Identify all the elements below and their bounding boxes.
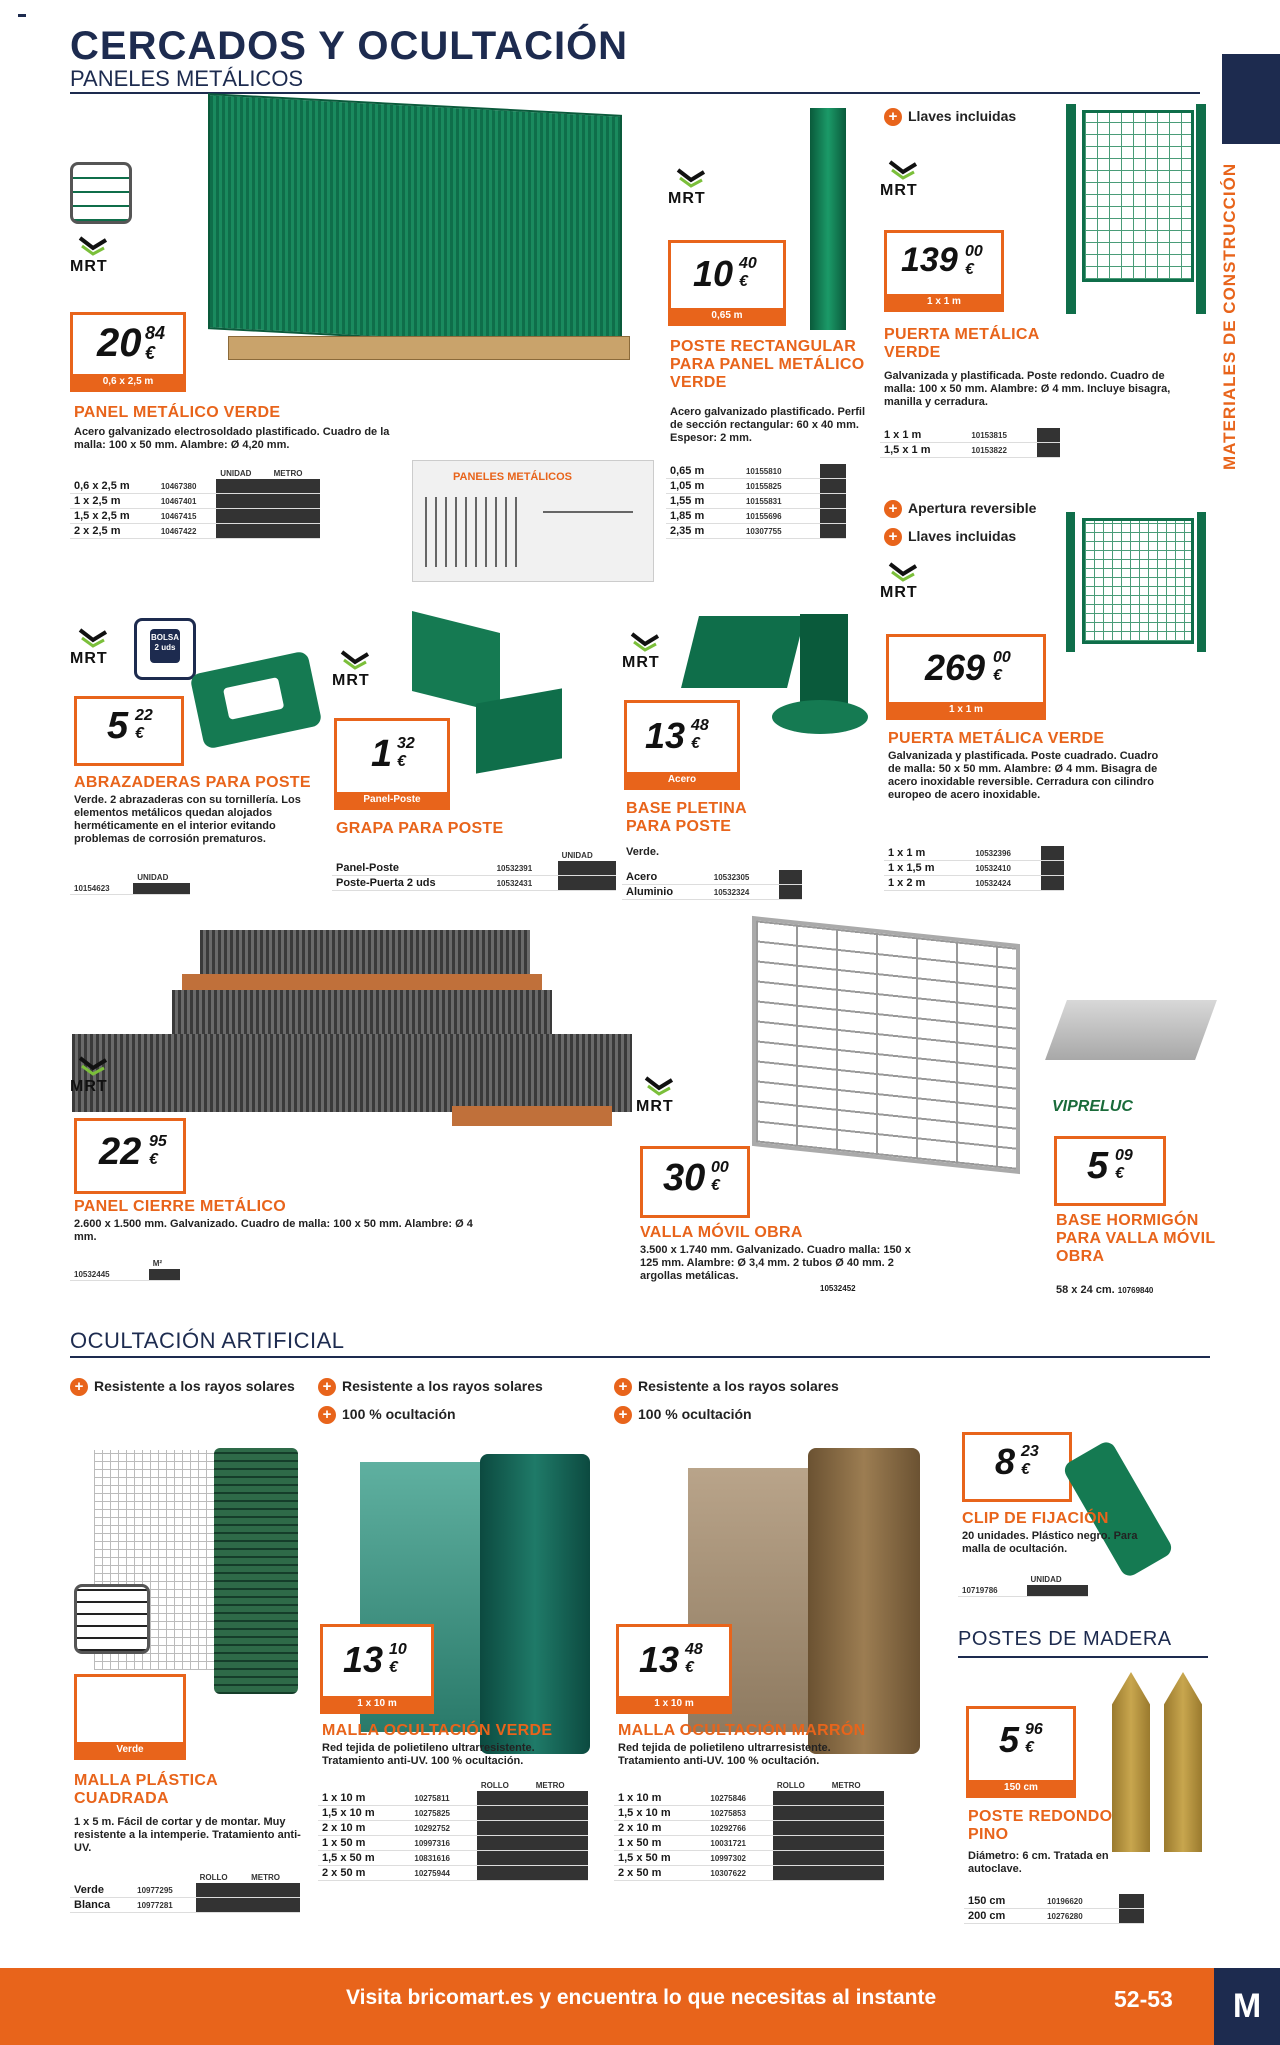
product-title: POSTE REDONDO PINO xyxy=(968,1808,1113,1843)
price-malla-marron: 13 48 € 1 x 10 m xyxy=(616,1624,732,1714)
table-row: 10532445 xyxy=(70,1269,180,1281)
section-title: OCULTACIÓN ARTIFICIAL xyxy=(70,1328,345,1353)
product-title: MALLA OCULTACIÓN MARRÓN xyxy=(618,1722,866,1739)
gate-image xyxy=(1066,512,1206,652)
price-panel-verde xyxy=(70,312,186,392)
product-desc: Galvanizada y plastificada. Poste cuadrado. Cuadro de malla: 50 x 50 mm. Alambre: Ø 4 mm. Bisagra de acero inoxidable reversible. Cerradura con cilindro europeo de acero inoxidable. xyxy=(888,750,1159,801)
mrt-mark-icon xyxy=(78,628,108,648)
price-table-panel-cierre: M² 10532445 xyxy=(70,1258,180,1281)
mrt-mark-icon xyxy=(676,168,706,188)
mrt-mark-icon xyxy=(78,236,108,256)
mesh-swatch-icon xyxy=(74,1584,150,1654)
feature-100: + 100 % ocultación xyxy=(318,1406,456,1424)
price-malla-plastica: Verde xyxy=(74,1674,186,1760)
grapa-image xyxy=(412,611,500,713)
plus-icon: + xyxy=(318,1378,336,1396)
price-int: 20 xyxy=(97,321,142,365)
diagram-fixings xyxy=(543,511,633,553)
green-post-image xyxy=(810,108,846,330)
table-row: 1 x 1,5 m 10532410 xyxy=(884,861,1064,876)
valla-movil-image xyxy=(752,916,1020,1174)
product-desc: 20 unidades. Plástico negro. Para malla de ocultación. xyxy=(962,1530,1138,1555)
diagram-fence xyxy=(425,497,525,567)
table-row: 2 x 50 m 10307622 xyxy=(614,1866,884,1881)
product-desc: Red tejida de polietileno ultrarresistente. Tratamiento anti-UV. 100 % ocultación. xyxy=(322,1742,535,1767)
feature-100: + 100 % ocultación xyxy=(614,1406,752,1424)
table-row: 1,5 x 10 m 10275853 xyxy=(614,1806,884,1821)
price-dec: 84 xyxy=(145,323,166,343)
feature-llaves: + Llaves incluidas xyxy=(884,108,1016,126)
feature-uv: + Resistente a los rayos solares xyxy=(70,1378,295,1396)
table-row: Verde 10977295 xyxy=(70,1883,300,1898)
table-row: 10719786 xyxy=(958,1585,1088,1597)
bricomart-logo-text: M xyxy=(1232,1987,1262,2025)
table-row: 1 x 2,5 m 10467401 xyxy=(70,494,320,509)
product-title: PUERTA METÁLICA VERDE xyxy=(884,326,1040,361)
mrt-mark-icon xyxy=(644,1076,674,1096)
price-sub: 0,6 x 2,5 m xyxy=(73,374,183,389)
clamp-image xyxy=(189,650,322,749)
gate-image xyxy=(1066,104,1206,314)
plus-icon: + xyxy=(318,1406,336,1424)
table-row: 1 x 1 m 10153815 xyxy=(880,428,1060,443)
bag-icon: BOLSA 2 uds xyxy=(134,618,196,680)
mrt-logo-text: MRT xyxy=(70,258,108,275)
footer-website-link[interactable]: Visita bricomart.es y encuentra lo que necesitas al instante xyxy=(346,1986,937,2009)
metal-panels-stack-image xyxy=(72,930,636,1130)
plus-icon: + xyxy=(884,108,902,126)
product-desc: Acero galvanizado plastificado. Perfil de sección rectangular: 60 x 40 mm. Espesor: 2 mm. xyxy=(670,406,865,444)
plus-icon: + xyxy=(70,1378,88,1396)
table-row: 1,5 x 2,5 m 10467415 xyxy=(70,509,320,524)
product-title: MALLA OCULTACIÓN VERDE xyxy=(322,1722,553,1739)
table-row: 1 x 1 m 10532396 xyxy=(884,846,1064,861)
mrt-logo: MRT xyxy=(668,168,720,212)
table-row: 150 cm 10196620 xyxy=(964,1894,1144,1909)
page-title: CERCADOS Y OCULTACIÓN xyxy=(70,24,629,68)
product-desc: Galvanizada y plastificada. Poste redondo. Cuadro de malla: 100 x 50 mm. Alambre: Ø 4 mm. Incluye bisagra, manilla y cerradura. xyxy=(884,370,1171,408)
corner-mark xyxy=(18,14,26,17)
section-rule xyxy=(958,1656,1208,1658)
price-table-base-pletina xyxy=(622,870,802,900)
table-row: 1,5 x 1 m 10153822 xyxy=(880,443,1060,458)
price-base-hormigon: 5 09 € xyxy=(1054,1136,1166,1206)
table-row: 0,65 m 10155810 xyxy=(666,464,846,479)
table-row: 2 x 10 m 10292766 xyxy=(614,1821,884,1836)
product-title: PANEL CIERRE METÁLICO xyxy=(74,1198,286,1215)
product-title: CLIP DE FIJACIÓN xyxy=(962,1510,1109,1527)
section-rule xyxy=(70,1356,1210,1358)
table-row: Acero 10532305 xyxy=(622,870,802,885)
mrt-logo: MRT xyxy=(70,628,122,672)
product-desc: Verde. xyxy=(626,846,660,858)
product-desc: Diámetro: 6 cm. Tratada en autoclave. xyxy=(968,1850,1109,1875)
product-title: BASE PLETINA PARA POSTE xyxy=(626,800,747,835)
table-row: 1,85 m 10155696 xyxy=(666,509,846,524)
section-title: POSTES DE MADERA xyxy=(958,1628,1172,1650)
table-row: 2 x 10 m 10292752 xyxy=(318,1821,588,1836)
mrt-mark-icon xyxy=(888,562,918,582)
price-poste-rect: 10 40 € 0,65 m xyxy=(668,240,786,326)
base-pletina-post-image xyxy=(800,614,848,704)
price-valla-movil: 30 00 € xyxy=(640,1146,750,1218)
table-row: 2 x 50 m 10275944 xyxy=(318,1866,588,1881)
product-desc: Verde. 2 abrazaderas con su tornillería. Los elementos metálicos quedan alojados herméticamente en el interior evitando problemas de corrosión prematuros. xyxy=(74,794,301,845)
price-clip: 8 23 € xyxy=(962,1432,1072,1502)
mrt-mark-icon xyxy=(340,650,370,670)
viprel-logo: VIPRELUC xyxy=(1052,1098,1133,1115)
table-row: Panel-Poste 10532391 xyxy=(332,861,616,876)
mrt-logo: MRT xyxy=(636,1076,688,1120)
side-tab-block xyxy=(1222,54,1280,144)
wood-post-image xyxy=(1164,1672,1202,1852)
product-title: GRAPA PARA POSTE xyxy=(336,820,504,837)
diagram-label: PANELES METÁLICOS xyxy=(453,471,572,483)
table-row: 1,55 m 10155831 xyxy=(666,494,846,509)
table-row: 1,05 m 10155825 xyxy=(666,479,846,494)
concrete-base-image xyxy=(1045,1000,1217,1060)
price-puerta1: 139 00 € 1 x 1 m xyxy=(884,230,1004,312)
table-row: 2 x 2,5 m 10467422 xyxy=(70,524,320,539)
table-row: Aluminio 10532324 xyxy=(622,885,802,900)
panel-mesh-icon xyxy=(70,162,132,224)
product-title: ABRAZADERAS PARA POSTE xyxy=(74,774,311,791)
product-desc: Red tejida de polietileno ultrarresistente. Tratamiento anti-UV. 100 % ocultación. xyxy=(618,1742,831,1767)
footer-bar xyxy=(0,1968,1280,2045)
table-row: 10154623 xyxy=(70,883,190,895)
mrt-mark-icon xyxy=(630,632,660,652)
table-row: 1 x 10 m 10275846 xyxy=(614,1791,884,1806)
product-desc: 1 x 5 m. Fácil de cortar y de montar. Muy resistente a la intemperie. Tratamiento anti-UV. xyxy=(74,1816,301,1854)
table-row: 200 cm 10276280 xyxy=(964,1909,1144,1924)
col-head: UNIDAD xyxy=(220,469,252,478)
feature-llaves: + Llaves incluidas xyxy=(884,528,1016,546)
table-row: 1 x 10 m 10275811 xyxy=(318,1791,588,1806)
product-title: POSTE RECTANGULAR PARA PANEL METÁLICO VERDE xyxy=(670,338,865,391)
page-numbers: 52-53 xyxy=(1114,1986,1173,2012)
green-screen-roll-image xyxy=(480,1454,590,1754)
product-title: BASE HORMIGÓN PARA VALLA MÓVIL OBRA xyxy=(1056,1212,1216,1265)
plus-icon: + xyxy=(614,1378,632,1396)
brown-screen-roll-image xyxy=(808,1448,920,1754)
bricomart-logo xyxy=(1214,1968,1280,2045)
mrt-logo: MRT xyxy=(622,632,674,676)
col-head: METRO xyxy=(273,469,303,478)
mrt-mark-icon xyxy=(888,160,918,180)
page-subtitle: PANELES METÁLICOS xyxy=(70,66,304,91)
base-pletina-image xyxy=(681,616,805,688)
green-panels-stack-image xyxy=(198,104,628,359)
price-table-clip: UNIDAD 10719786 xyxy=(958,1574,1088,1597)
plus-icon: + xyxy=(884,528,902,546)
grapa-image-2 xyxy=(476,688,562,773)
paneles-diagram xyxy=(412,460,654,582)
product-title: MALLA PLÁSTICA CUADRADA xyxy=(74,1772,218,1807)
euro-sign: € xyxy=(145,343,156,363)
price-puerta2: 269 00 € 1 x 1 m xyxy=(886,634,1046,720)
price-table-poste-rect xyxy=(666,464,846,539)
mrt-logo: MRT xyxy=(880,160,932,204)
product-desc: Acero galvanizado electrosoldado plastificado. Cuadro de la malla: 100 x 50 mm. Alambre: Ø 4,20 mm. xyxy=(74,426,390,451)
feature-uv: + Resistente a los rayos solares xyxy=(614,1378,839,1396)
plus-icon: + xyxy=(884,500,902,518)
price-panel-cierre: 22 95 € xyxy=(74,1118,186,1194)
price-table-abrazaderas: UNIDAD 10154623 xyxy=(70,872,190,895)
product-desc: 2.600 x 1.500 mm. Galvanizado. Cuadro de malla: 100 x 50 mm. Alambre: Ø 4 mm. xyxy=(74,1218,473,1243)
table-row: 1,5 x 10 m 10275825 xyxy=(318,1806,588,1821)
product-desc: 58 x 24 cm. 10769840 xyxy=(1056,1284,1154,1296)
product-title: PUERTA METÁLICA VERDE xyxy=(888,730,1105,747)
mrt-logo: MRT xyxy=(880,562,932,606)
table-row: Poste-Puerta 2 uds 10532431 xyxy=(332,876,616,891)
mrt-logo: MRT xyxy=(332,650,384,694)
price-table-panel-verde xyxy=(70,468,320,539)
table-row: Blanca 10977281 xyxy=(70,1898,300,1913)
mrt-logo xyxy=(70,236,122,280)
product-title: VALLA MÓVIL OBRA xyxy=(640,1224,803,1241)
price-table-malla-plastica: ROLLO METRO Verde 10977295 Blanca 10977281 xyxy=(70,1872,300,1913)
price-table-malla-verde: ROLLO METRO 1 x 10 m 10275811 1,5 x 10 m 10275825 2 x 10 m 10292752 1 x 50 m 10997316 1,5 x 50 m 10831616 2 x 50 m 10275944 xyxy=(318,1780,588,1881)
price-grapa: 1 32 € Panel-Poste xyxy=(334,718,450,810)
price-table-poste-pino xyxy=(964,1894,1144,1924)
price-table-grapa: UNIDAD Panel-Poste 10532391 Poste-Puerta 2 uds 10532431 xyxy=(332,850,616,891)
table-row: 1 x 2 m 10532424 xyxy=(884,876,1064,891)
mrt-logo: MRT xyxy=(70,1056,122,1100)
table-row: 1 x 50 m 10997316 xyxy=(318,1836,588,1851)
table-row: 2,35 m 10307755 xyxy=(666,524,846,539)
table-row: 1,5 x 50 m 10997302 xyxy=(614,1851,884,1866)
price-poste-pino: 5 96 € 150 cm xyxy=(966,1706,1076,1798)
green-mesh-roll-image xyxy=(214,1448,298,1694)
table-row: 1,5 x 50 m 10831616 xyxy=(318,1851,588,1866)
feature-apertura: + Apertura reversible xyxy=(884,500,1036,518)
header-rule xyxy=(70,92,1200,94)
base-pletina-plate-image xyxy=(772,700,868,734)
price-table-puerta2 xyxy=(884,846,1064,891)
side-tab-label: MATERIALES DE CONSTRUCCIÓN xyxy=(1220,162,1239,470)
price-malla-verde: 13 10 € 1 x 10 m xyxy=(320,1624,434,1714)
ref-valla-movil: 10532452 xyxy=(820,1284,856,1293)
product-title: PANEL METÁLICO VERDE xyxy=(74,404,281,421)
product-desc: 3.500 x 1.740 mm. Galvanizado. Cuadro malla: 150 x 125 mm. Alambre: Ø 3,4 mm. 2 tubos Ø 40 mm. 2 argollas metálicas. xyxy=(640,1244,911,1282)
table-row: 1 x 50 m 10031721 xyxy=(614,1836,884,1851)
price-abrazaderas: 5 22 € xyxy=(74,696,184,766)
feature-uv: + Resistente a los rayos solares xyxy=(318,1378,543,1396)
table-row: 0,6 x 2,5 m 10467380 xyxy=(70,479,320,494)
price-table-puerta1 xyxy=(880,428,1060,458)
plus-icon: + xyxy=(614,1406,632,1424)
clip-image xyxy=(1061,1439,1174,1580)
price-base-pletina: 13 48 € Acero xyxy=(624,700,740,790)
price-table-malla-marron: ROLLO METRO 1 x 10 m 10275846 1,5 x 10 m 10275853 2 x 10 m 10292766 1 x 50 m 10031721 1,5 x 50 m 10997302 2 x 50 m 10307622 xyxy=(614,1780,884,1881)
mrt-mark-icon xyxy=(78,1056,108,1076)
